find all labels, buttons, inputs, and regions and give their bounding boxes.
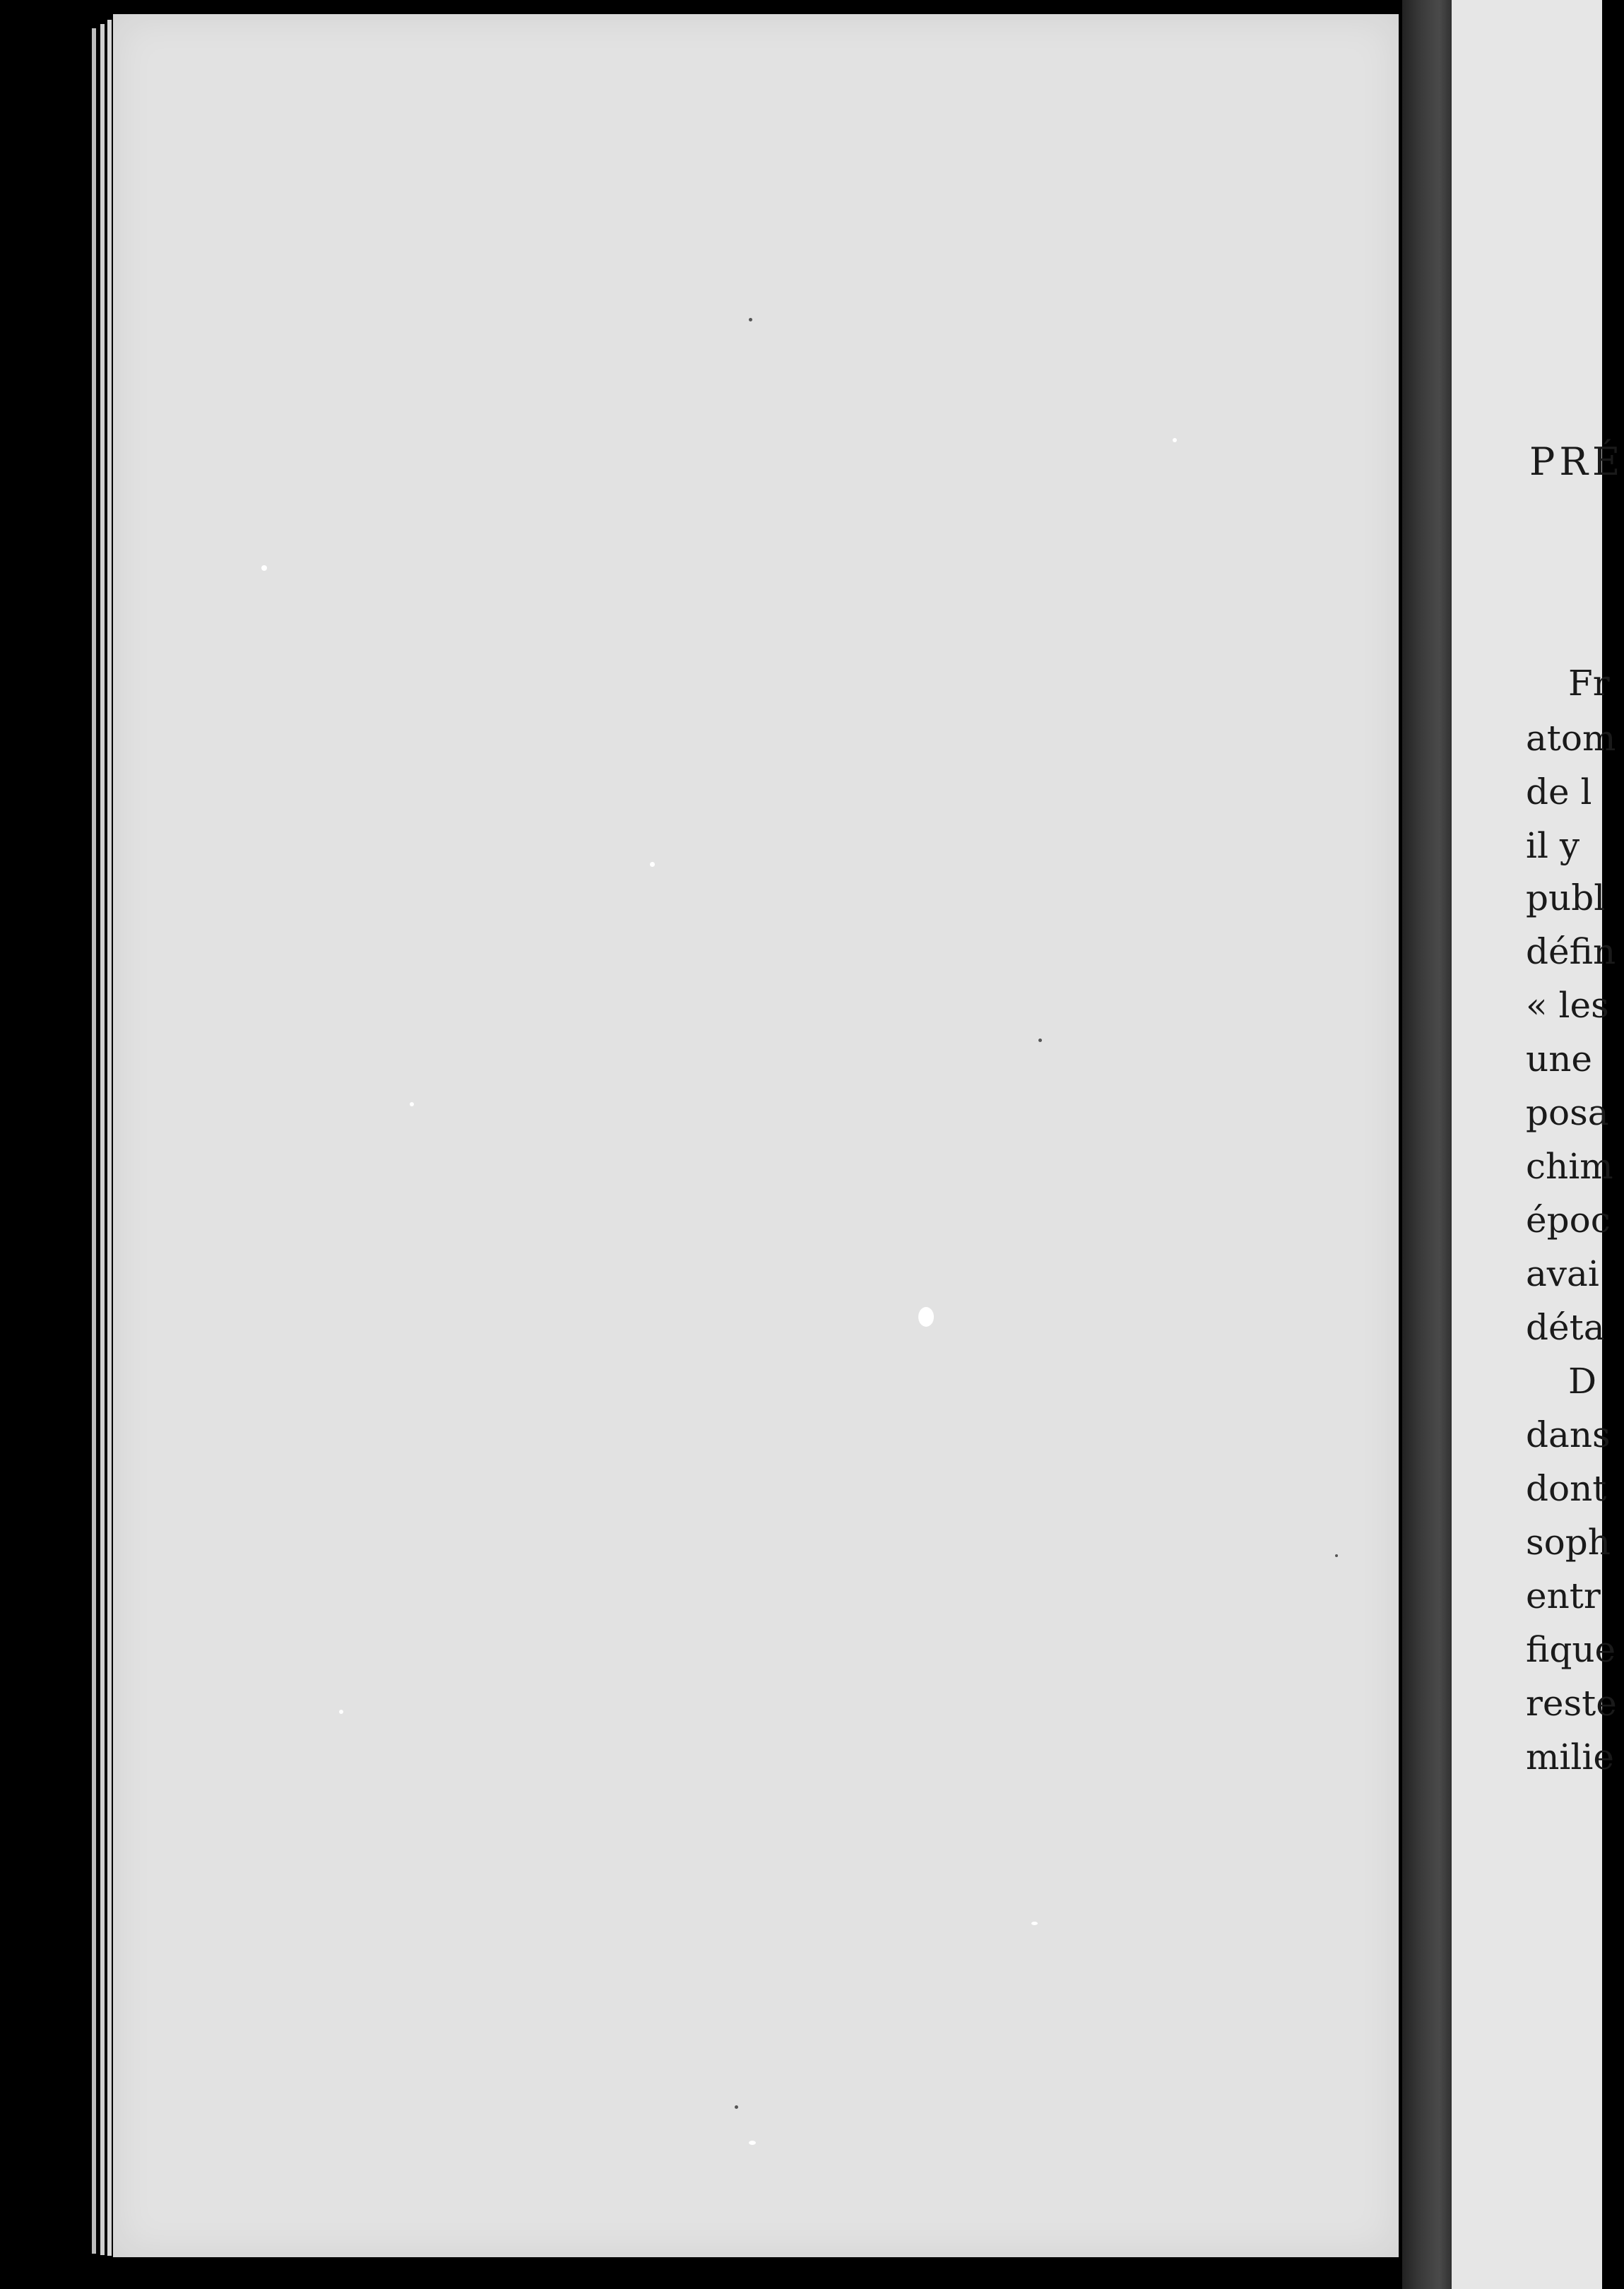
text-line: il y (1526, 825, 1580, 866)
paper-speck (1038, 1039, 1042, 1042)
paper-speck (1173, 438, 1177, 442)
text-line: milie (1526, 1737, 1614, 1778)
text-line: une (1526, 1039, 1592, 1080)
paper-speck (749, 318, 752, 321)
page-stack-edge (100, 24, 105, 2255)
paper-speck (650, 862, 655, 867)
text-line: époc (1526, 1200, 1611, 1241)
right-page-text (1452, 0, 1617, 2289)
text-line: entr (1526, 1575, 1601, 1616)
text-line: défin (1526, 931, 1616, 972)
text-line: fique (1526, 1629, 1616, 1670)
text-line: avai (1526, 1253, 1599, 1294)
text-line: D (1568, 1361, 1597, 1402)
paper-speck (1335, 1554, 1338, 1557)
paper-speck (749, 2141, 756, 2145)
text-line: dont (1526, 1468, 1607, 1509)
text-line: publ (1526, 877, 1606, 918)
page-stack-edge (92, 28, 96, 2254)
text-line: posa (1526, 1092, 1609, 1133)
paper-speck (261, 565, 267, 571)
chapter-heading-fragment: PRÉ (1529, 439, 1624, 484)
paper-speck (410, 1102, 414, 1106)
text-line: soph (1526, 1522, 1611, 1563)
page-stack-edge (107, 20, 112, 2256)
paper-speck (1031, 1922, 1038, 1925)
text-line: dans (1526, 1414, 1611, 1455)
text-line: « les (1526, 985, 1609, 1026)
text-line: atom (1526, 718, 1616, 759)
text-line: déta (1526, 1307, 1605, 1348)
paper-speck (918, 1307, 934, 1327)
paper-speck (339, 1710, 343, 1714)
text-line: Fr (1568, 663, 1610, 704)
text-line: de l (1526, 771, 1592, 812)
text-line: chim (1526, 1146, 1613, 1187)
paper-speck (735, 2105, 738, 2109)
blank-left-page (113, 14, 1399, 2257)
text-line: reste (1526, 1683, 1617, 1724)
book-gutter (1402, 0, 1455, 2289)
